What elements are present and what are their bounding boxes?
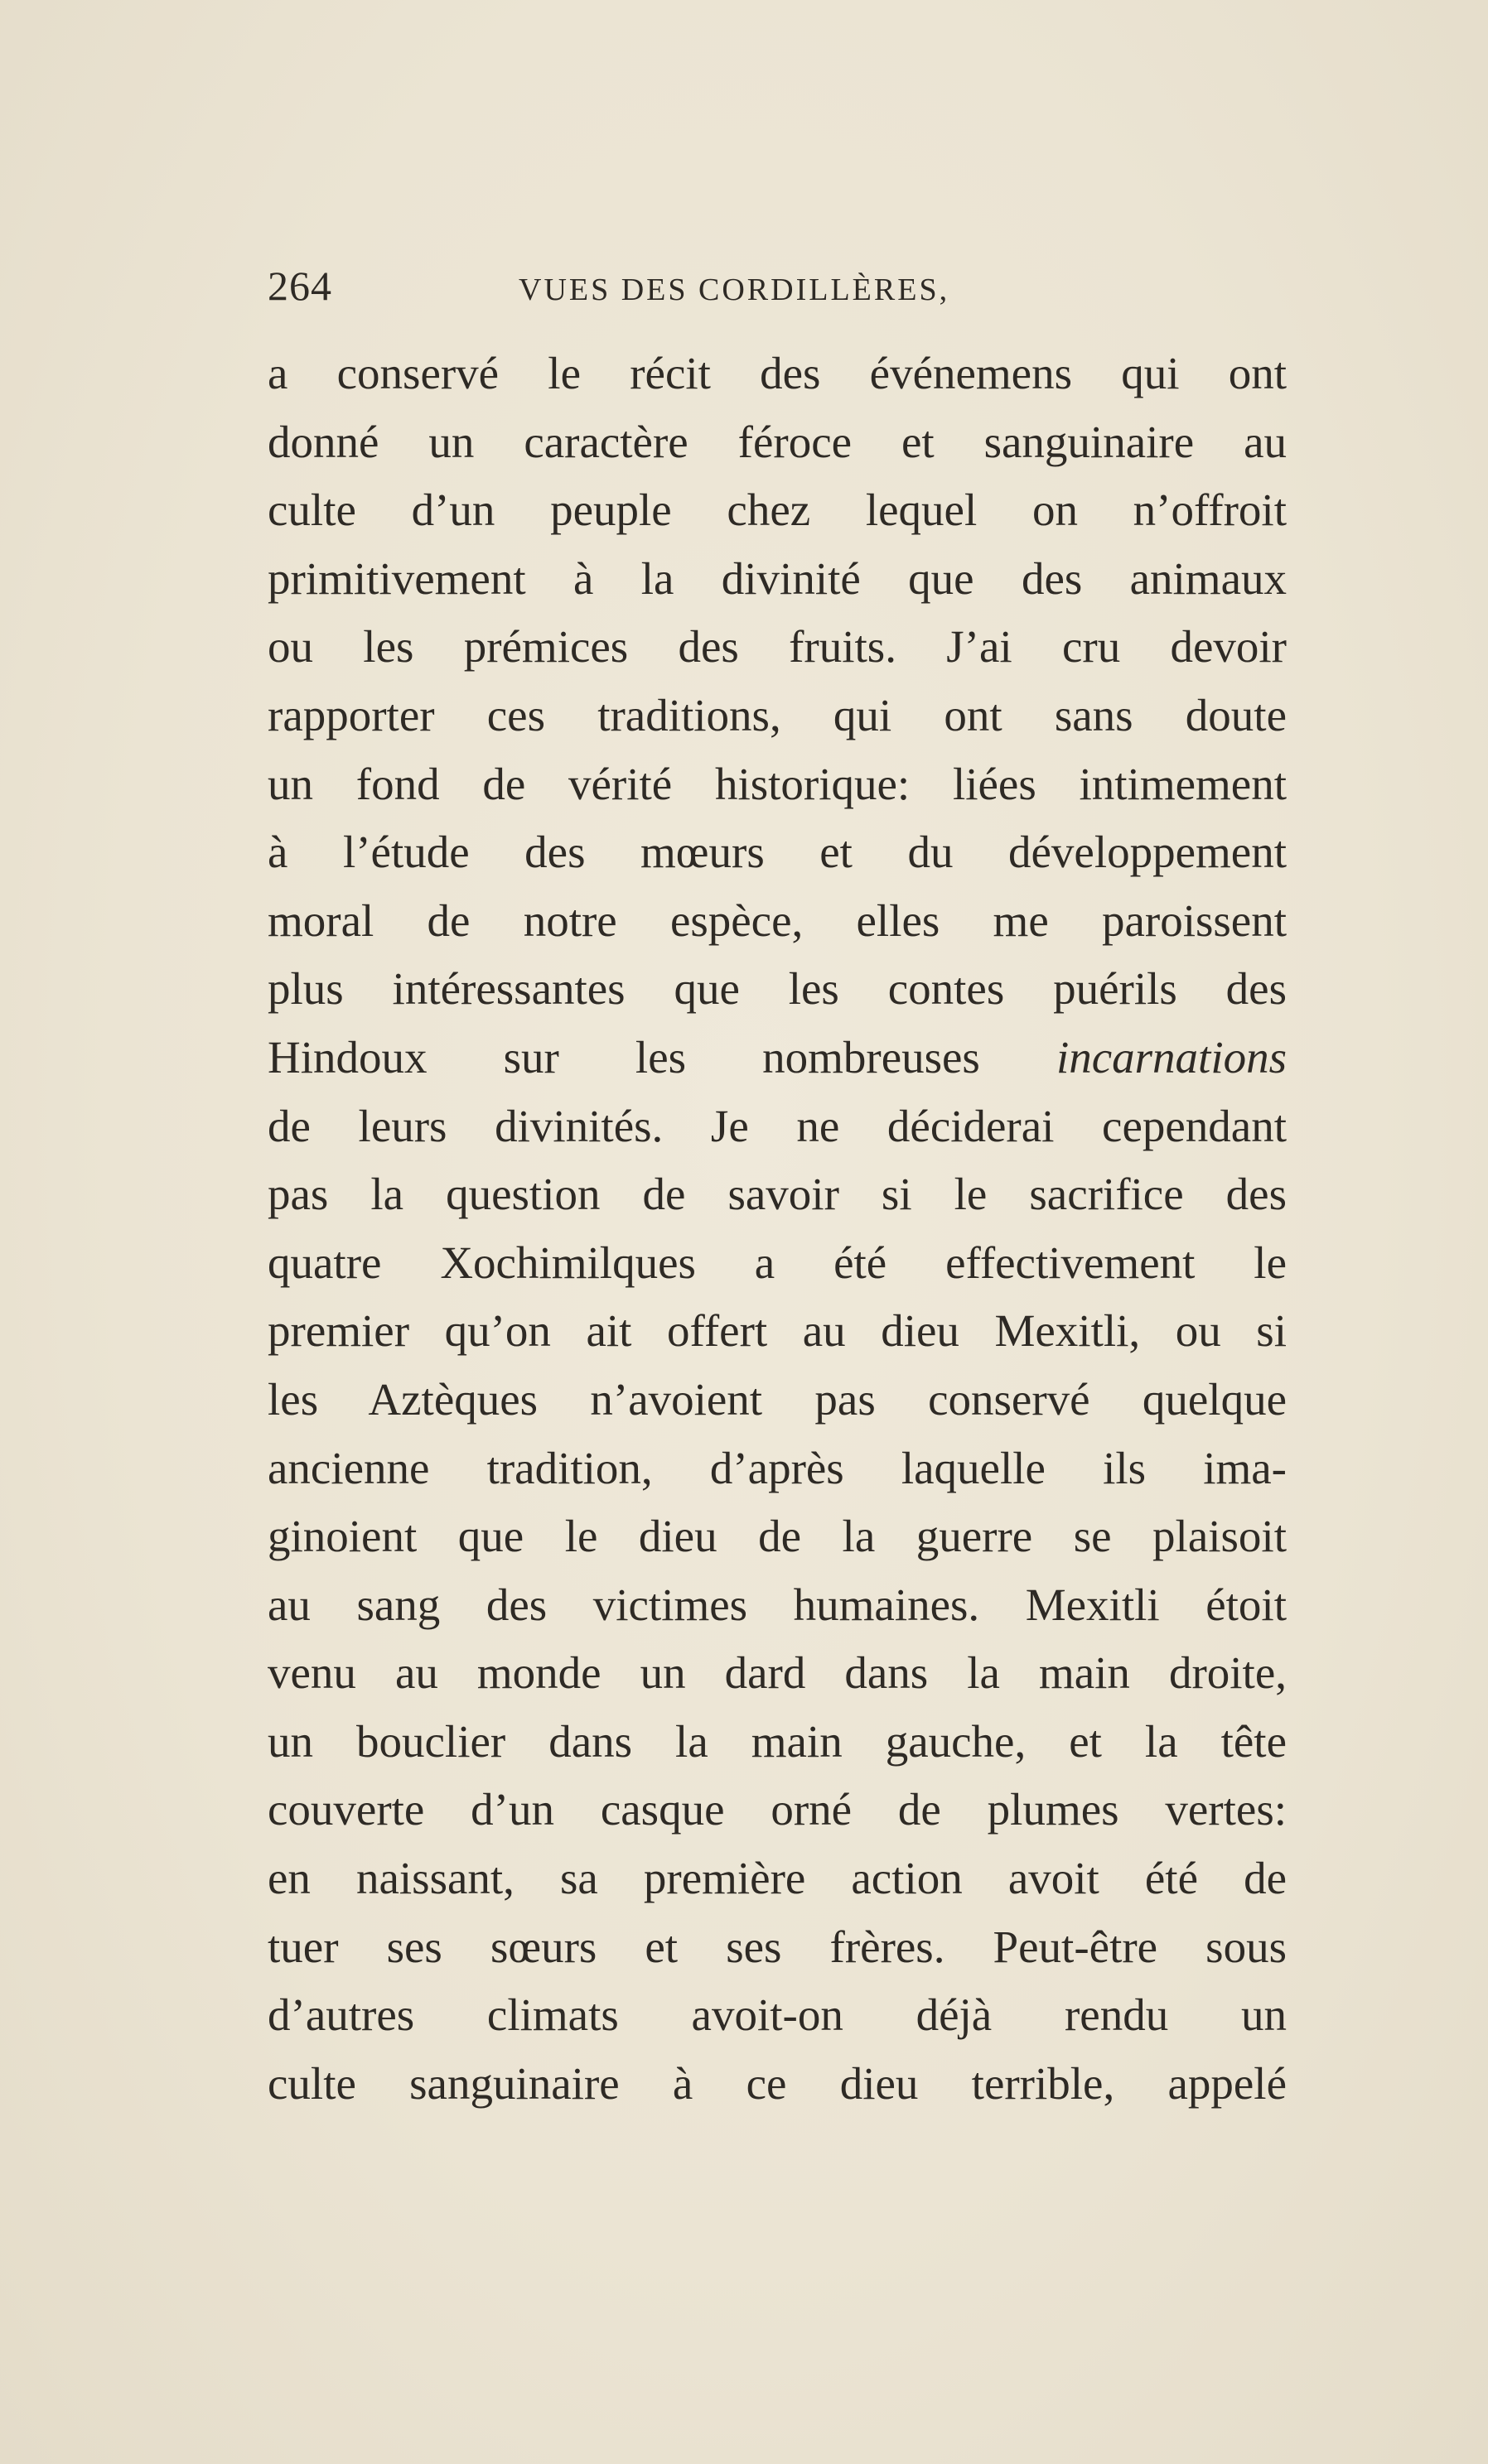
text-line: à l’étude des mœurs et du développement: [268, 827, 1287, 878]
text-line: a conservé le récit des événemens qui ont: [268, 348, 1287, 398]
text-line: ancienne tradition, d’après laquelle ils ima-: [268, 1442, 1287, 1493]
text-line-prefix: Hindoux sur les nombreuses: [268, 1031, 980, 1083]
text-line: culte d’un peuple chez lequel on n’offroit: [268, 485, 1287, 536]
text-line: tuer ses sœurs et ses frères. Peut-être sous: [268, 1921, 1287, 1972]
text-line: couverte d’un casque orné de plumes vertes:: [268, 1784, 1287, 1835]
text-line: quatre Xochimilques a été effectivement le: [268, 1237, 1287, 1288]
text-line: ou les prémices des fruits. J’ai cru devoir: [268, 621, 1287, 673]
text-line: un fond de vérité historique: liées intimement: [268, 758, 1287, 809]
italic-word: incarnations: [1056, 1031, 1288, 1083]
text-line: en naissant, sa première action avoit été de: [268, 1853, 1287, 1904]
body-text: [268, 340, 1287, 2118]
text-line: de leurs divinités. Je ne déciderai cependant: [268, 1100, 1287, 1151]
text-line: au sang des victimes humaines. Mexitli étoit: [268, 1579, 1287, 1630]
text-line: primitivement à la divinité que des animaux: [268, 552, 1287, 604]
text-line: moral de notre espèce, elles me paroissent: [268, 894, 1287, 946]
page-number: 264: [268, 263, 332, 309]
text-line: un bouclier dans la main gauche, et la tête: [268, 1715, 1287, 1767]
text-line: culte sanguinaire à ce dieu terrible, appelé: [268, 2057, 1287, 2109]
text-line: ginoient que le dieu de la guerre se plaisoit: [268, 1511, 1287, 1562]
text-line: pas la question de savoir si le sacrifice des: [268, 1169, 1287, 1220]
text-line-with-italic: [268, 1024, 1287, 1092]
text-line: les Aztèques n’avoient pas conservé quelque: [268, 1373, 1287, 1425]
text-line: plus intéressantes que les contes puérils des: [268, 963, 1287, 1015]
page-header: [268, 262, 1287, 320]
text-line: premier qu’on ait offert au dieu Mexitli, ou si: [268, 1305, 1287, 1357]
text-line: venu au monde un dard dans la main droite,: [268, 1647, 1287, 1699]
running-title: VUES DES CORDILLÈRES,: [519, 272, 950, 307]
text-line: donné un caractère féroce et sanguinaire au: [268, 416, 1287, 467]
text-line: d’autres climats avoit-on déjà rendu un: [268, 1989, 1287, 2041]
text-line: rapporter ces traditions, qui ont sans doute: [268, 689, 1287, 740]
